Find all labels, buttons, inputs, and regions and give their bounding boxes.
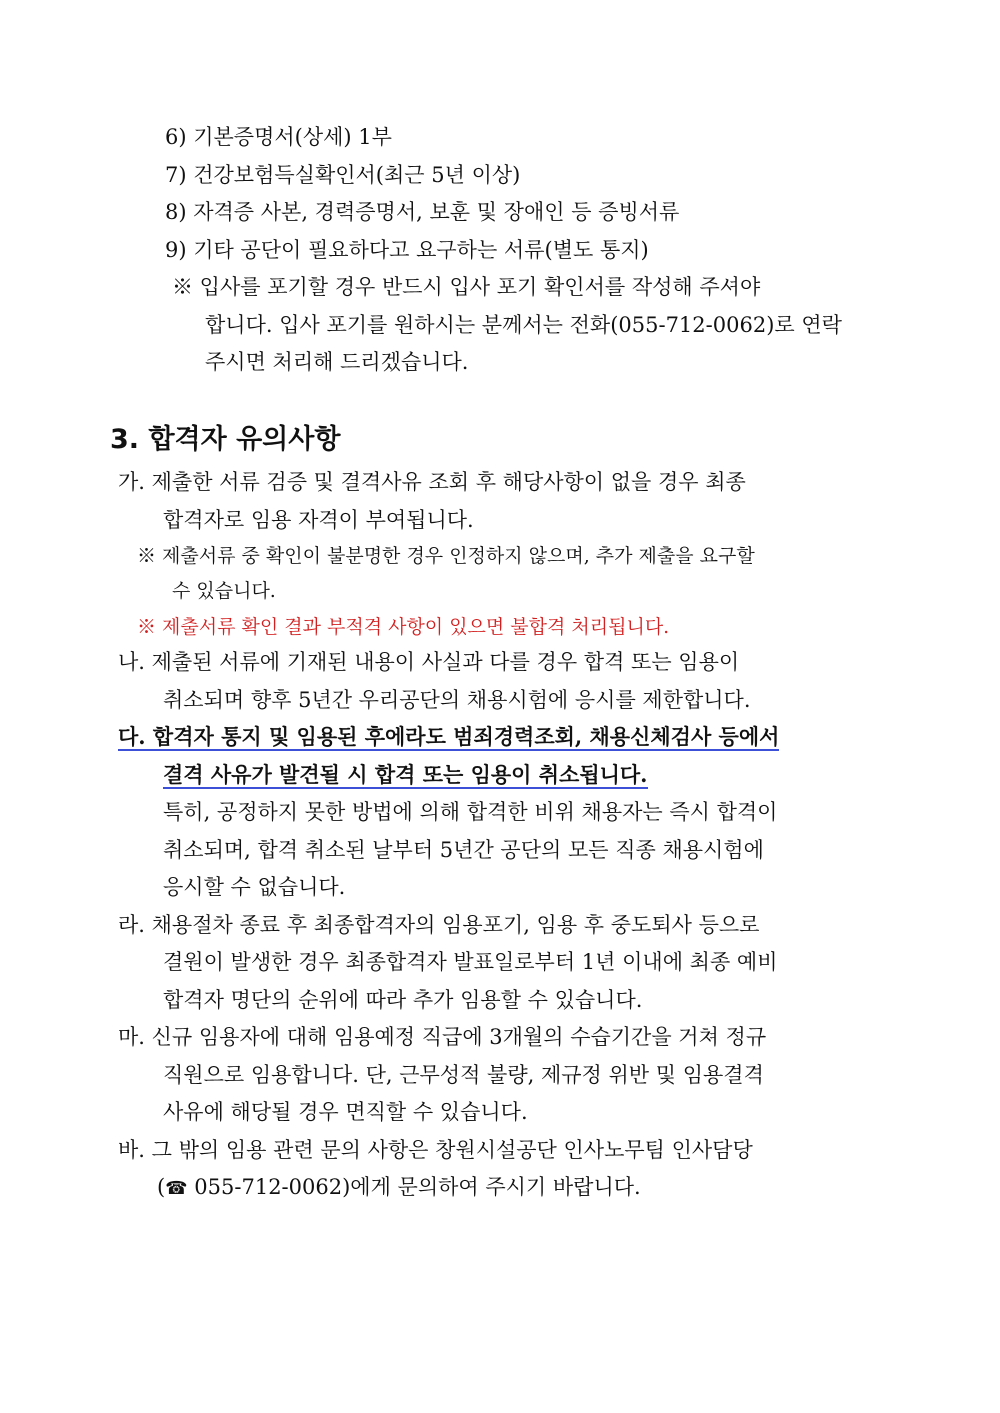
doc-item-7: 7) 건강보험득실확인서(최근 5년 이상)	[165, 163, 521, 187]
item-ra-line-1: 라. 채용절차 종료 후 최종합격자의 임용포기, 임용 후 중도퇴사 등으로	[118, 913, 760, 937]
withdrawal-note-line-3: 주시면 처리해 드리겠습니다.	[205, 350, 469, 374]
item-da-line-1	[118, 722, 779, 752]
item-ba-line-2-open: (	[157, 1175, 166, 1199]
item-da-line-2	[163, 760, 648, 790]
item-ma-line-2: 직원으로 임용합니다. 단, 근무성적 불량, 제규정 위반 및 임용결격	[163, 1063, 764, 1087]
withdrawal-note-line-1: ※ 입사를 포기할 경우 반드시 입사 포기 확인서를 작성해 주셔야	[172, 275, 761, 299]
section-3-heading: 3. 합격자 유의사항	[110, 424, 341, 455]
item-na-line-2: 취소되며 향후 5년간 우리공단의 채용시험에 응시를 제한합니다.	[163, 688, 751, 712]
item-da-line-2-text: 결격 사유가 발견될 시 합격 또는 임용이 취소됩니다.	[163, 762, 648, 787]
doc-item-8: 8) 자격증 사본, 경력증명서, 보훈 및 장애인 등 증빙서류	[165, 200, 680, 224]
item-ba-line-2-text: 055-712-0062)에게 문의하여 주시기 바랍니다.	[187, 1175, 641, 1199]
item-ma-line-3: 사유에 해당될 경우 면직할 수 있습니다.	[163, 1100, 528, 1124]
item-da-line-5: 응시할 수 없습니다.	[163, 875, 346, 899]
withdrawal-note-line-2: 합니다. 입사 포기를 원하시는 분께서는 전화(055-712-0062)로 연락	[205, 313, 842, 337]
item-na-line-1: 나. 제출된 서류에 기재된 내용이 사실과 다를 경우 합격 또는 임용이	[118, 650, 740, 674]
item-ga-line-1: 가. 제출한 서류 검증 및 결격사유 조회 후 해당사항이 없을 경우 최종	[118, 470, 746, 494]
doc-item-9: 9) 기타 공단이 필요하다고 요구하는 서류(별도 통지)	[165, 238, 649, 262]
item-ba-line-2	[157, 1172, 641, 1204]
doc-item-6: 6) 기본증명서(상세) 1부	[165, 125, 392, 149]
item-da-line-3: 특히, 공정하지 못한 방법에 의해 합격한 비위 채용자는 즉시 합격이	[163, 800, 778, 824]
ga-note-unclear-line-1: ※ 제출서류 중 확인이 불분명한 경우 인정하지 않으며, 추가 제출을 요구할	[137, 545, 755, 567]
ga-note-unclear-line-2: 수 있습니다.	[172, 580, 276, 602]
item-ga-line-2: 합격자로 임용 자격이 부여됩니다.	[163, 508, 474, 532]
item-ma-line-1: 마. 신규 임용자에 대해 임용예정 직급에 3개월의 수습기간을 거쳐 정규	[118, 1025, 767, 1049]
item-ba-line-1: 바. 그 밖의 임용 관련 문의 사항은 창원시설공단 인사노무팀 인사담당	[118, 1138, 753, 1162]
ga-note-disqualified: ※ 제출서류 확인 결과 부적격 사항이 있으면 불합격 처리됩니다.	[137, 616, 670, 638]
item-ra-line-2: 결원이 발생한 경우 최종합격자 발표일로부터 1년 이내에 최종 예비	[163, 950, 778, 974]
item-da-line-1-text: 다. 합격자 통지 및 임용된 후에라도 범죄경력조회, 채용신체검사 등에서	[118, 724, 780, 749]
item-da-line-4: 취소되며, 합격 취소된 날부터 5년간 공단의 모든 직종 채용시험에	[163, 838, 764, 862]
item-ra-line-3: 합격자 명단의 순위에 따라 추가 임용할 수 있습니다.	[163, 988, 643, 1012]
phone-icon: ☎	[165, 1178, 188, 1199]
